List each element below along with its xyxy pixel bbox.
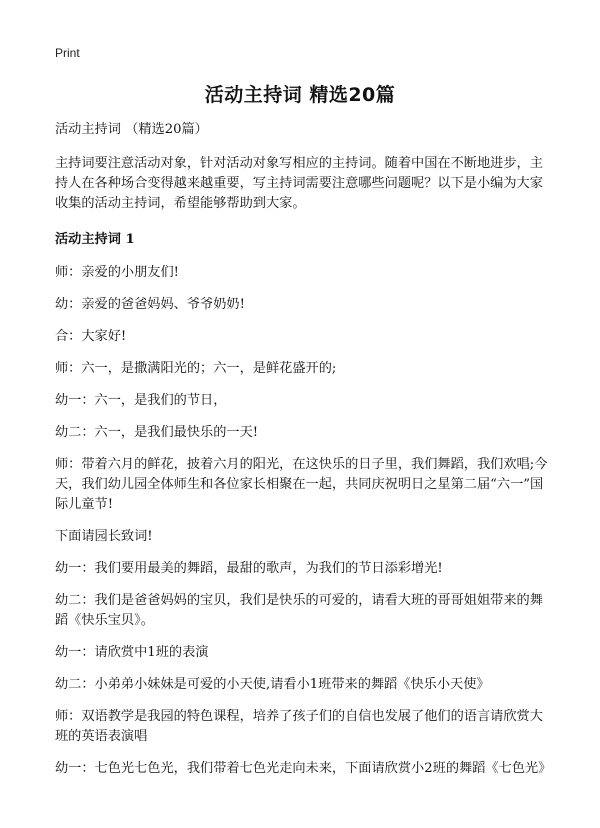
document-subtitle: 活动主持词 （精选20篇）	[55, 122, 208, 137]
print-label: Print	[55, 46, 80, 60]
dialogue-line: 幼二：小弟弟小妹妹是可爱的小天使,请看小1班带来的舞蹈《快乐小天使》	[55, 677, 490, 692]
dialogue-line: 合：大家好!	[55, 329, 127, 344]
document-body	[55, 120, 555, 791]
section-heading: 活动主持词 1	[55, 232, 135, 247]
dialogue-line: 师：亲爱的小朋友们!	[55, 265, 179, 280]
dialogue-line: 幼一：请欣赏中1班的表演	[55, 645, 209, 660]
dialogue-line: 师：双语教学是我园的特色课程，培养了孩子们的自信也发展了他们的语言请欣赏大班的英语表演唱	[55, 709, 543, 744]
dialogue-line: 幼一：七色光七色光，我们带着七色光走向未来，下面请欣赏小2班的舞蹈《七色光》	[55, 761, 552, 776]
dialogue-line: 师：六一，是撒满阳光的；六一，是鲜花盛开的;	[55, 361, 337, 376]
dialogue-line: 幼一：六一，是我们的节日，	[55, 393, 227, 408]
dialogue-line: 师：带着六月的鲜花，披着六月的阳光，在这快乐的日子里，我们舞蹈，我们欢唱;今天，我们幼儿园全体师生和各位家长相聚在一起，共同庆祝明日之星第二届“六一”国际儿童节!	[55, 457, 548, 512]
dialogue-line: 下面请园长致词!	[55, 529, 153, 544]
dialogue-line: 幼二：我们是爸爸妈妈的宝贝，我们是快乐的可爱的，请看大班的哥哥姐姐带来的舞蹈《快乐宝贝》。	[55, 593, 543, 628]
dialogue-line: 幼一：我们要用最美的舞蹈，最甜的歌声，为我们的节日添彩增光!	[55, 561, 443, 576]
dialogue-line: 幼：亲爱的爸爸妈妈、爷爷奶奶!	[55, 297, 245, 312]
intro-paragraph: 主持词要注意活动对象，针对活动对象写相应的主持词。随着中国在不断地进步，主持人在各种场合变得越来越重要，写主持词需要注意哪些问题呢？以下是小编为大家收集的活动主持词，希望能够帮助到大家。	[55, 156, 543, 211]
page-title: 活动主持词 精选20篇	[204, 84, 396, 106]
dialogue-line: 幼二：六一，是我们最快乐的一天!	[55, 425, 259, 440]
